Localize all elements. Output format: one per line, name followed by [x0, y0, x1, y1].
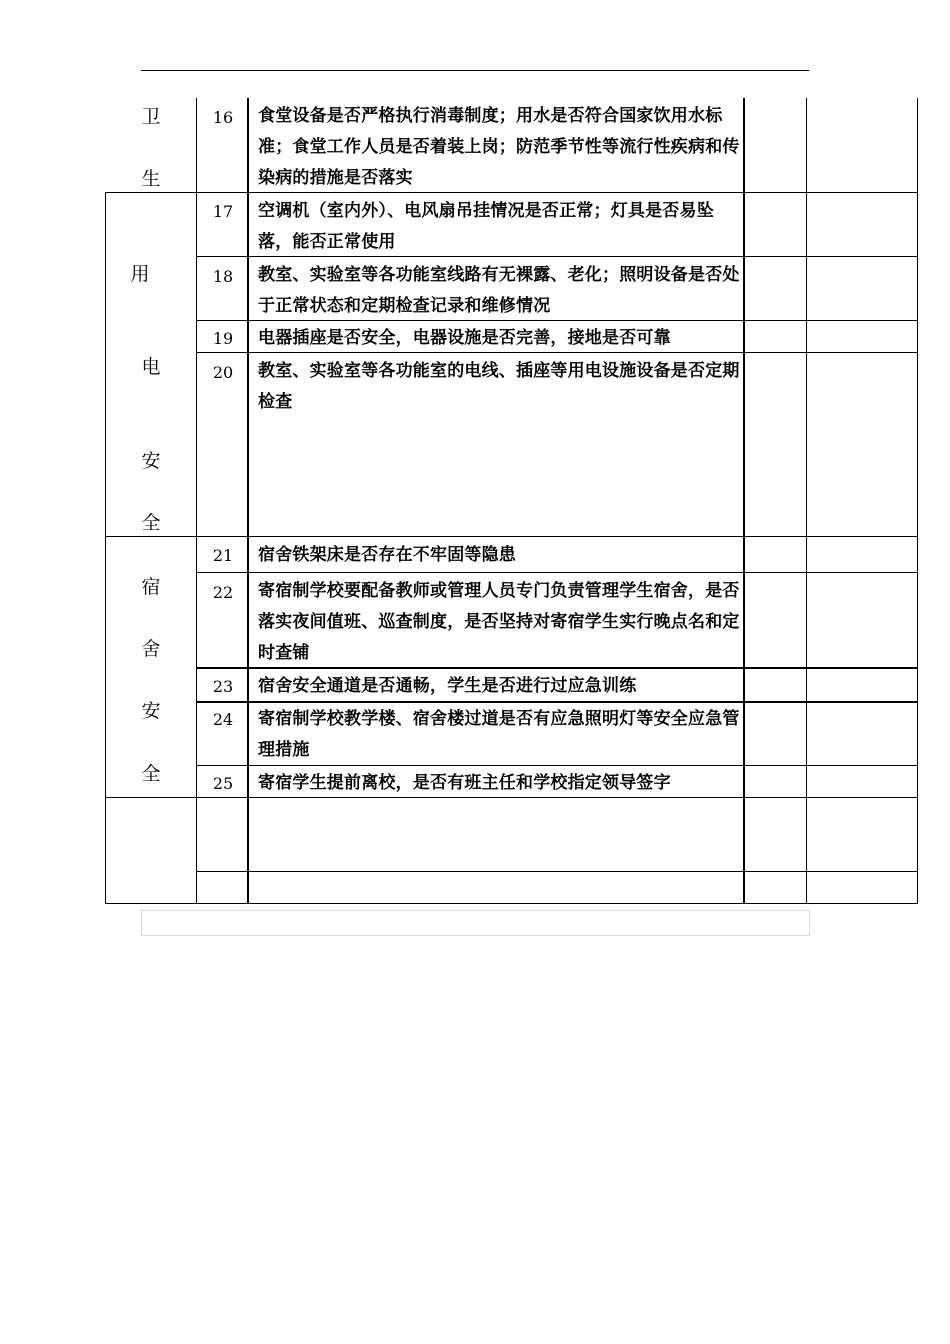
grid-line	[806, 98, 807, 904]
check-item-text: 寄宿制学校教学楼、宿舍楼过道是否有应急照明灯等安全应急管理措施	[258, 709, 740, 760]
grid-line	[105, 536, 918, 537]
category-char: 安	[141, 450, 161, 472]
check-item-text: 电器插座是否安全，电器设施是否完善，接地是否可靠	[258, 328, 671, 348]
footer-box	[141, 910, 810, 936]
check-item-text: 寄宿学生提前离校，是否有班主任和学校指定领导签字	[258, 773, 671, 793]
check-item-text: 寄宿制学校要配备教师或管理人员专门负责管理学生宿舍，是否落实夜间值班、巡查制度，是否坚持对寄宿学生实行晚点名和定时查铺	[258, 581, 740, 663]
row-number: 20	[212, 363, 234, 382]
grid-line	[105, 903, 918, 904]
category-char: 安	[141, 700, 161, 722]
grid-line	[196, 871, 918, 872]
category-char: 生	[141, 168, 161, 190]
check-item-text: 教室、实验室等各功能室线路有无裸露、老化；照明设备是否处于正常状态和定期检查记录和维修情况	[258, 265, 740, 316]
row-number: 17	[212, 202, 234, 221]
grid-line	[196, 572, 918, 573]
category-char: 电	[141, 356, 161, 378]
row-number: 18	[212, 267, 234, 286]
grid-line	[743, 98, 745, 904]
row-number: 21	[212, 546, 234, 565]
category-char: 全	[141, 763, 161, 785]
check-item-text: 空调机（室内外）、电风扇吊挂情况是否正常；灯具是否易坠落，能否正常使用	[258, 201, 714, 252]
category-char: 舍	[141, 638, 161, 660]
check-item-text: 宿舍铁架床是否存在不牢固等隐患	[258, 545, 516, 565]
row-number: 16	[212, 108, 234, 127]
row-number: 25	[212, 774, 234, 793]
check-item-text: 食堂设备是否严格执行消毒制度；用水是否符合国家饮用水标准；食堂工作人员是否着装上岗；防范季节性等流行性疾病和传染病的措施是否落实	[258, 106, 740, 188]
check-item-text: 教室、实验室等各功能室的电线、插座等用电设施设备是否定期检查	[258, 361, 740, 412]
category-char: 宿	[141, 576, 161, 598]
check-item-text: 宿舍安全通道是否通畅，学生是否进行过应急训练	[258, 676, 637, 696]
category-char: 用	[130, 263, 150, 285]
category-char: 全	[141, 512, 161, 534]
row-number: 24	[212, 710, 234, 729]
category-char: 卫	[141, 106, 161, 128]
grid-line	[917, 98, 918, 904]
row-number: 23	[212, 677, 234, 696]
row-number: 19	[212, 329, 234, 348]
row-number: 22	[212, 583, 234, 602]
